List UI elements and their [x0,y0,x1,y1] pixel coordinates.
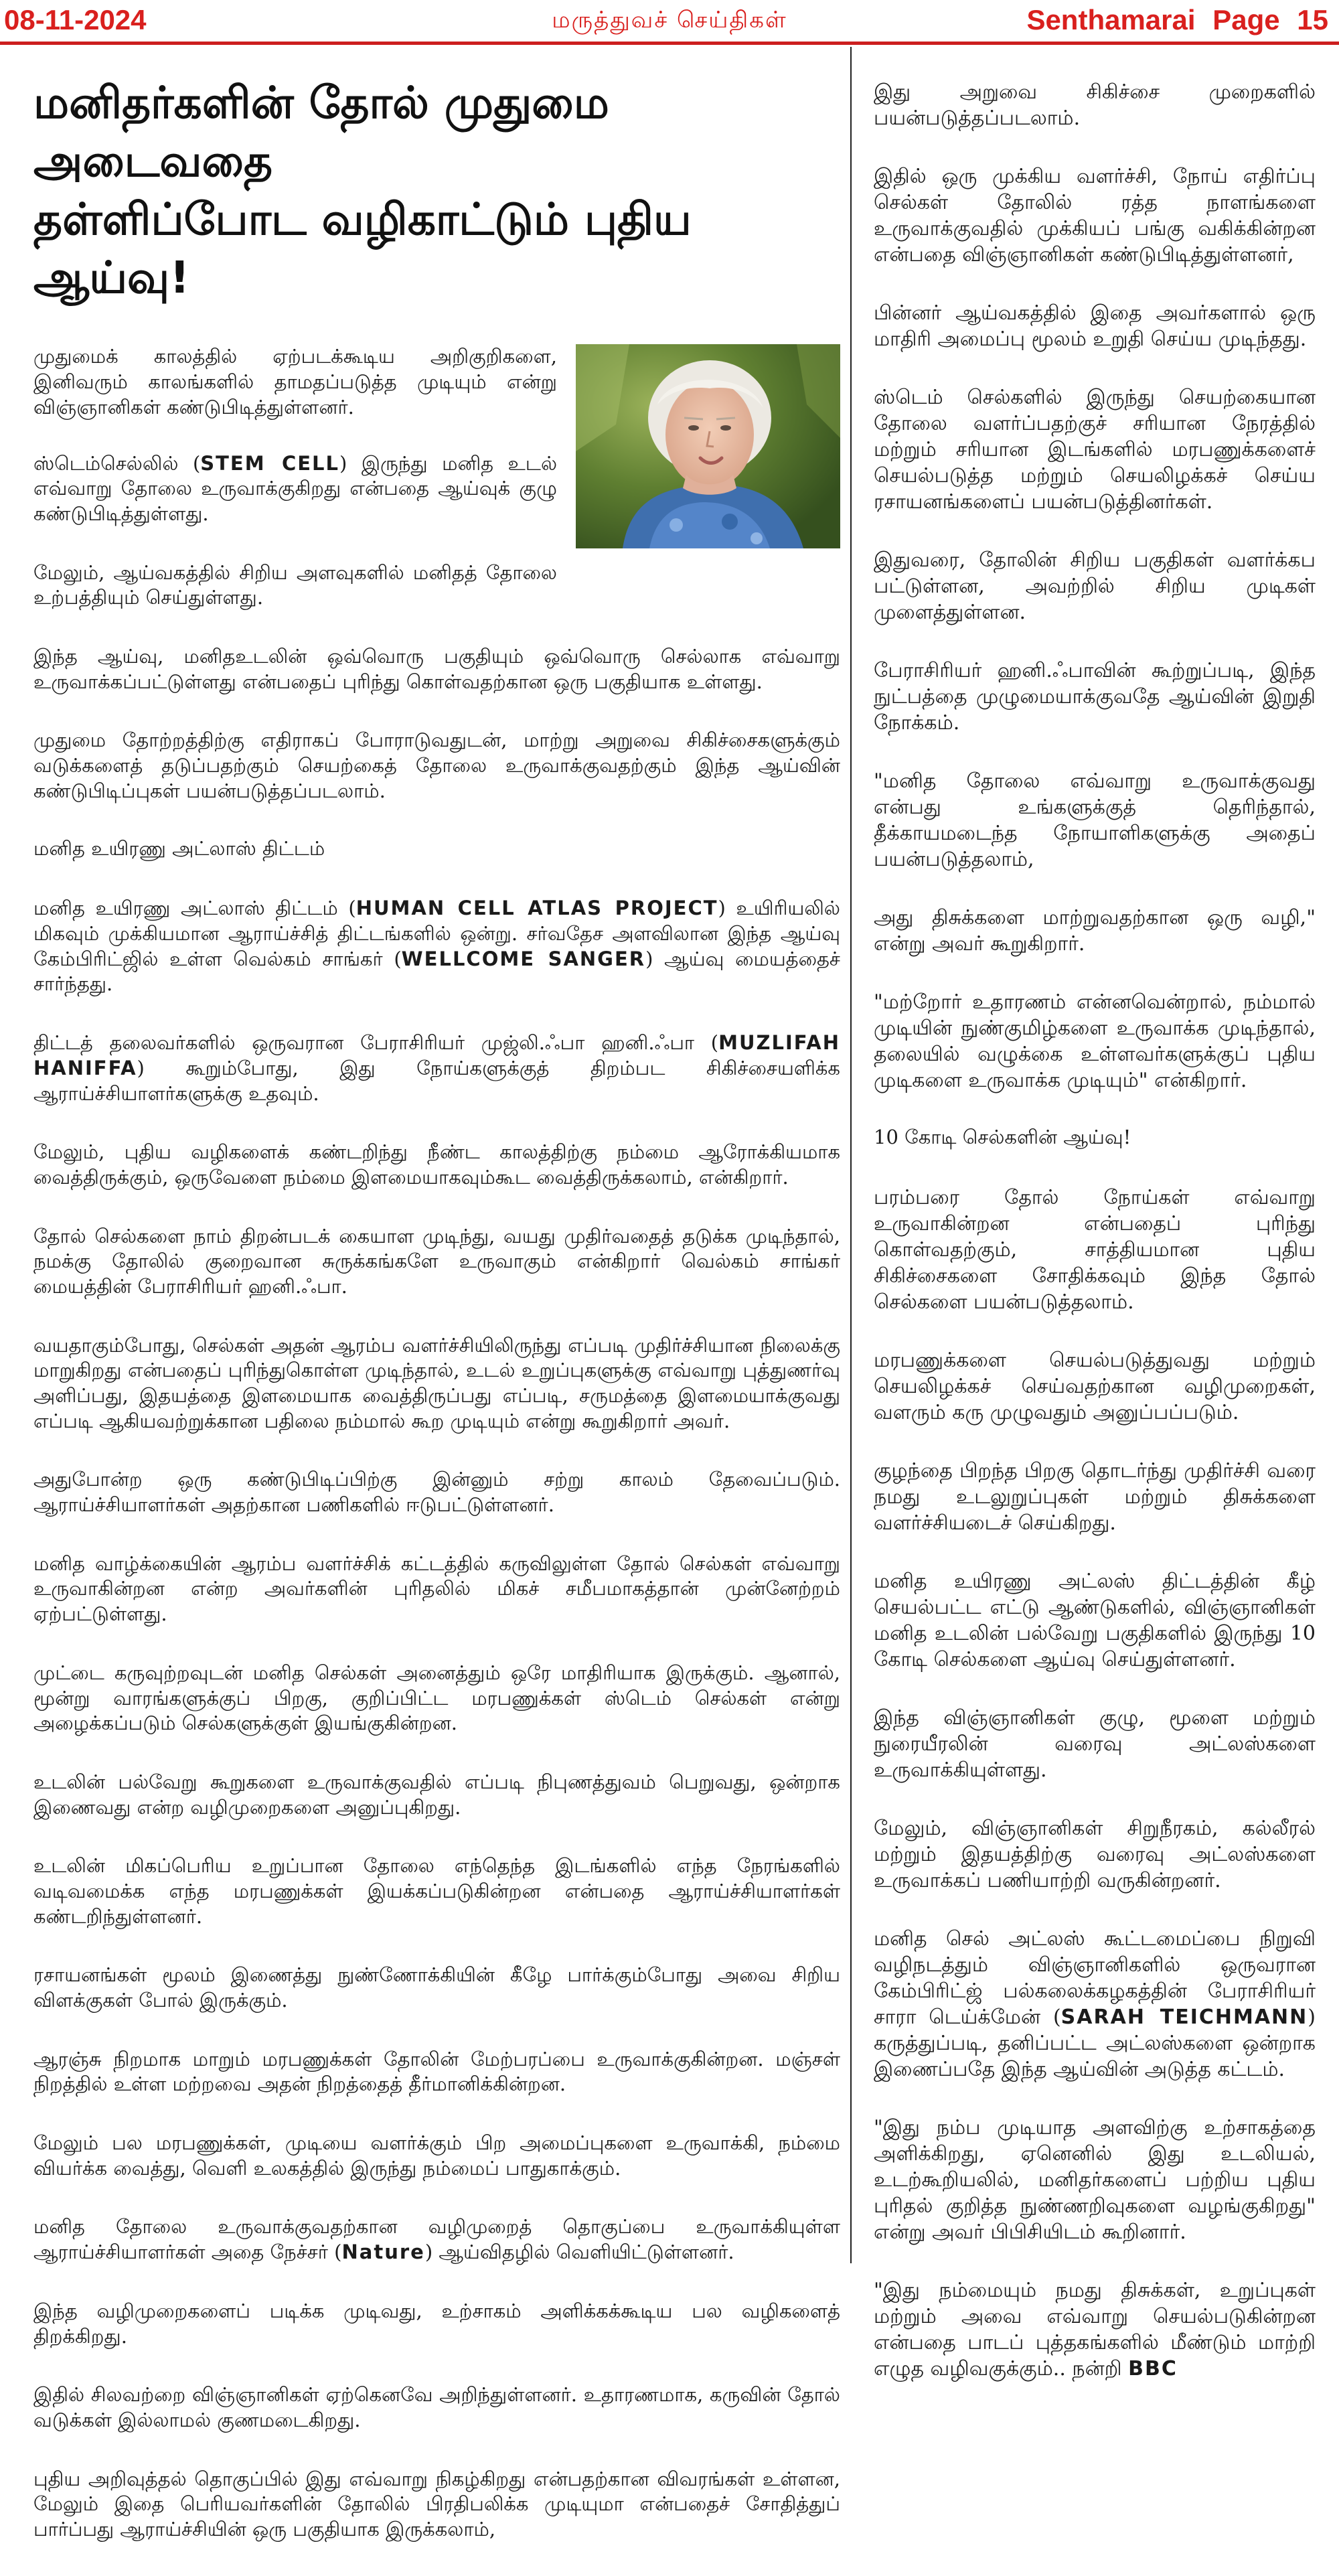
right-paragraph-12: குழந்தை பிறந்த பிறகு தொடர்ந்து முதிர்ச்சி வரை நமது உடலுறுப்புகள் மற்றும் திசுக்களை வளர்ச்சியடைச் செய்கிறது. [874,1459,1316,1535]
right-column [874,79,1316,2414]
subheading-cell-atlas: மனித உயிரணு அட்லாஸ் திட்டம் [33,837,325,860]
right-paragraph-10: பரம்பரை தோல் நோய்கள் எவ்வாறு உருவாகின்றன என்பதைப் புரிந்து கொள்வதற்கும், சாத்தியமான புதிய சிகிச்சைகளை சோதிக்கவும் இந்த தோல் செல்களை பயன்படுத்தலாம். [874,1186,1316,1314]
right-paragraph-14: இந்த விஞ்ஞானிகள் குழு, மூளை மற்றும் நுரையீரலின் வரைவு அட்லஸ்களை உருவாக்கியுள்ளது. [874,1706,1316,1782]
paper-name: Senthamarai [1026,4,1196,35]
headline-line-2: தள்ளிப்போட வழிகாட்டும் புதிய ஆய்வு! [33,194,692,304]
paragraph-6 [33,896,840,997]
paragraph-9: தோல் செல்களை நாம் திறன்படக் கையாள முடிந்து, வயது முதிர்வதைத் தடுக்க முடிந்தால், நமக்கு தோலில் குறைவான சுருக்கங்களே உருவாகும் என்கிறார் வெல்கம் சாங்கர் மையத்தின் பேராசிரியர் ஹனி.ஃபா. [33,1224,840,1298]
right-paragraph-17: "இது நம்ப முடியாத அளவிற்கு உற்சாகத்தை அளிக்கிறது, ஏனெனில் இது உடலியல், உடற்கூறியலில், மனிதர்களைப் பற்றிய புதிய புரிதல் குறித்த நுண்ணறிவுகளை வழங்குகிறது" என்று அவர் பிபிசியிடம் கூறினார். [874,2116,1316,2244]
headline-line-1: மனிதர்களின் தோல் முதுமை அடைவதை [33,77,609,187]
right-paragraph-13: மனித உயிரணு அட்லஸ் திட்டத்தின் கீழ் செயல்பட்ட எட்டு ஆண்டுகளில், விஞ்ஞானிகள் மனித உடலின் பல்வேறு பகுதிகளில் இருந்து 10 கோடி செல்களை ஆய்வு செய்துள்ளனர். [874,1570,1316,1671]
section-name: மருத்துவச் செய்திகள் [552,7,787,33]
left-column [33,74,840,2576]
english-term-nature: Nature [341,2241,425,2264]
right-paragraph-18 [874,2277,1316,2382]
paragraph-20: இந்த வழிமுறைகளைப் படிக்க முடிவது, உற்சாகம் அளிக்கக்கூடிய பல வழிகளைத் திறக்கிறது. [33,2299,840,2348]
paragraph-6-text-b: ) உயிரியலில் மிகவும் முக்கியமான ஆராய்ச்சித் திட்டங்களில் ஒன்று. சர்வதேச அளவிலான இந்த ஆய்வு கேம்பிரிட்ஜில் உள்ள வெல்கம் சாங்கர் ( [33,897,840,970]
paragraph-3: மேலும், ஆய்வகத்தில் சிறிய அளவுகளில் மனிதத் தோலை உற்பத்தியும் செய்துள்ளது. [33,560,557,609]
right-paragraph-3: பின்னர் ஆய்வகத்தில் இதை அவர்களால் ஒரு மாதிரி அமைப்பு மூலம் உறுதி செய்ய முடிந்தது. [874,301,1316,351]
paper-and-page [1026,4,1328,36]
right-paragraph-5: இதுவரை, தோலின் சிறிய பகுதிகள் வளர்க்கப பட்டுள்ளன, அவற்றில் சிறிய முடிகள் முளைத்துள்ளன. [874,548,1316,624]
paragraph-5: முதுமை தோற்றத்திற்கு எதிராகப் போராடுவதுடன், மாற்று அறுவை சிகிச்சைகளுக்கும் வடுக்களைத் தடுப்பதற்கும் செயற்கைத் தோலை உருவாக்குவதற்கும் இந்த ஆய்வின் கண்டுபிடிப்புகள் பயன்படுத்தப்படலாம். [33,729,840,802]
page-number: Page 15 [1212,4,1328,35]
paragraph-6-text-a: மனித உயிரணு அட்லாஸ் திட்டம் ( [33,897,356,920]
right-paragraph-18-text: "இது நம்மையும் நமது திசுக்கள், உறுப்புகள் மற்றும் அவை எவ்வாறு செயல்படுகின்றன என்பதை பாடப் புத்தகங்களில் மீண்டும் மாற்றி எழுத வழிவகுக்கும்.. நன்றி [874,2279,1316,2380]
right-paragraph-9: "மற்றோர் உதாரணம் என்னவென்றால், நம்மால் முடியின் நுண்குமிழ்களை உருவாக்க முடிந்தால், தலையில் வழுக்கை உள்ளவர்களுக்குப் புதிய முடிகளை உருவாக்க முடியும்" என்கிறார். [874,990,1316,1092]
paragraph-22: புதிய அறிவுத்தல் தொகுப்பில் இது எவ்வாறு நிகழ்கிறது என்பதற்கான விவரங்கள் உள்ளன, மேலும் இதை பெரியவர்களின் தோலில் பிரதிபலிக்க முடியுமா என்பதைச் சோதித்துப் பார்ப்பது ஆராய்ச்சியின் ஒரு பகுதியாக இருக்கலாம், [33,2467,840,2541]
right-paragraph-16 [874,1926,1316,2082]
right-paragraph-8: அது திசுக்களை மாற்றுவதற்கான ஒரு வழி," என்று அவர் கூறுகிறார். [874,906,1316,956]
paragraph-7 [33,1031,840,1106]
paragraph-15: உடலின் மிகப்பெரிய உறுப்பான தோலை எந்தெந்த இடங்களில் எந்த நேரங்களில் வடிவமைக்க எந்த மரபணுக்கள் இயக்கப்படுகின்றன என்பதை ஆராய்ச்சியாளர்கள் கண்டறிந்துள்ளனர். [33,1854,840,1928]
paragraph-16: ரசாயனங்கள் மூலம் இணைத்து நுண்ணோக்கியின் கீழே பார்க்கும்போது அவை சிறிய விளக்குகள் போல் இருக்கும். [33,1963,840,2012]
right-paragraph-6: பேராசிரியர் ஹனி.ஃபாவின் கூற்றுப்படி, இந்த நுட்பத்தை முழுமையாக்குவதே ஆய்வின் இறுதி நோக்கம். [874,659,1316,735]
paragraph-21: இதில் சிலவற்றை விஞ்ஞானிகள் ஏற்கெனவே அறிந்துள்ளனர். உதாரணமாக, கருவின் தோல் வடுக்கள் இல்லாமல் குணமடைகிறது. [33,2383,840,2431]
right-paragraph-16-text-b: ) கருத்துப்படி, தனிப்பட்ட அட்லஸ்களை ஒன்றாக இணைப்பதே இந்த ஆய்வின் அடுத்த கட்டம். [874,2005,1316,2081]
article-headline [33,74,840,307]
paragraph-4: இந்த ஆய்வு, மனிதஉடலின் ஒவ்வொரு பகுதியும் ஒவ்வொரு செல்லாக எவ்வாறு உருவாக்கப்பட்டுள்ளது என்பதைப் புரிந்து கொள்வதற்கான ஒரு பகுதியாக உள்ளது. [33,644,840,693]
right-paragraph-16-text-a: மனித செல் அட்லஸ் கூட்டமைப்பை நிறுவி வழிநடத்தும் விஞ்ஞானிகளில் ஒருவரான கேம்பிரிட்ஜ் பல்கலைக்கழகத்தின் பேராசிரியர் சாரா டெய்க்மேன் ( [874,1927,1316,2029]
paragraph-13: முட்டை கருவுற்றவுடன் மனித செல்கள் அனைத்தும் ஒரே மாதிரியாக இருக்கும். ஆனால், மூன்று வாரங்களுக்குப் பிறகு, குறிப்பிட்ட மரபணுக்கள் ஸ்டெம் செல்கள் என்று அழைக்கப்படும் செல்களுக்குள் இயங்குகின்றன. [33,1661,840,1735]
right-paragraph-7: "மனித தோலை எவ்வாறு உருவாக்குவது என்பது உங்களுக்குத் தெரிந்தால், தீக்காயமடைந்த நோயாளிகளுக்கு அதைப் பயன்படுத்தலாம், [874,769,1316,871]
elderly-woman-photo [576,344,840,548]
issue-date: 08-11-2024 [4,4,147,35]
paragraph-1: முதுமைக் காலத்தில் ஏற்படக்கூடிய அறிகுறிகளை, இனிவரும் காலங்களில் தாமதப்படுத்த முடியும் என்று விஞ்ஞானிகள் கண்டுபிடித்துள்ளனர். [33,345,557,419]
paragraph-6-text-c: ) ஆய்வு மையத்தைச் சார்ந்தது. [33,947,840,996]
column-divider [850,47,852,2263]
right-paragraph-2: இதில் ஒரு முக்கிய வளர்ச்சி, நோய் எதிர்ப்பு செல்கள் தோலில் ரத்த நாளங்களை உருவாக்குவதில் முக்கியப் பங்கு வகிக்கின்றன என்பதை விஞ்ஞானிகள் கண்டுபிடித்துள்ளனர், [874,165,1316,267]
paragraph-7-text-b: ) கூறும்போது, இது நோய்களுக்குத் திறம்பட சிகிச்சையளிக்க ஆராய்ச்சியாளர்களுக்கு உதவும். [33,1056,840,1105]
right-paragraph-1: இது அறுவை சிகிச்சை முறைகளில் பயன்படுத்தப்படலாம். [874,80,1316,130]
paragraph-19 [33,2214,840,2265]
paragraph-18: மேலும் பல மரபணுக்கள், முடியை வளர்க்கும் பிற அமைப்புகளை உருவாக்கி, நம்மை வியர்க்க வைத்து, வெளி உலகத்தில் இருந்து நம்மைப் பாதுகாக்கும். [33,2131,840,2180]
paragraph-17: ஆரஞ்சு நிறமாக மாறும் மரபணுக்கள் தோலின் மேற்பரப்பை உருவாக்குகின்றன. மஞ்சள் நிறத்தில் உள்ள மற்றவை அதன் நிறத்தைத் தீர்மானிக்கின்றன. [33,2047,840,2096]
paragraph-10: வயதாகும்போது, செல்கள் அதன் ஆரம்ப வளர்ச்சியிலிருந்து எப்படி முதிர்ச்சியான நிலைக்கு மாறுகிறது என்பதைப் புரிந்துகொள்ள முடிந்தால், உடல் உறுப்புகளுக்கு எவ்வாறு புத்துணர்வு அளிப்பது, இதயத்தை இளமையாக வைத்திருப்பது எப்படி, சருமத்தை இளமையாக்குவது எப்படி ஆகியவற்றுக்கான பதிலை நம்மால் கூற முடியும் என்று கூறுகிறார் அவர். [33,1333,840,1432]
paragraph-19-text-b: ) ஆய்விதழில் வெளியிட்டுள்ளனர். [424,2241,734,2264]
paragraph-8: மேலும், புதிய வழிகளைக் கண்டறிந்து நீண்ட காலத்திற்கு நம்மை ஆரோக்கியமாக வைத்திருக்கும், ஒருவேளை நம்மை இளமையாகவும்கூட வைத்திருக்கலாம், என்கிறார். [33,1140,840,1189]
paragraph-11: அதுபோன்ற ஒரு கண்டுபிடிப்பிற்கு இன்னும் சற்று காலம் தேவைப்படும். ஆராய்ச்சியாளர்கள் அதற்கான பணிகளில் ஈடுபட்டுள்ளனர். [33,1468,840,1517]
english-term-stem-cell: STEM CELL [200,451,340,475]
page-header [0,0,1339,45]
paragraph-12: மனித வாழ்க்கையின் ஆரம்ப வளர்ச்சிக் கட்டத்தில் கருவிலுள்ள தோல் செல்கள் எவ்வாறு உருவாகின்றன என்ற அவர்களின் புரிதலில் மிகச் சமீபமாகத்தான் முன்னேற்றம் ஏற்பட்டுள்ளது. [33,1551,840,1626]
english-term-teichmann: SARAH TEICHMANN [1060,2005,1308,2029]
right-paragraph-15: மேலும், விஞ்ஞானிகள் சிறுநீரகம், கல்லீரல் மற்றும் இதயத்திற்கு வரைவு அட்லஸ்களை உருவாக்கப் பணியாற்றி வருகின்றனர். [874,1817,1316,1892]
portrait-icon [576,344,840,548]
right-paragraph-4: ஸ்டெம் செல்களில் இருந்து செயற்கையான தோலை வளர்ப்பதற்குச் சரியான நேரத்தில் மற்றும் சரியான இடங்களில் மரபணுக்களைச் செயல்படுத்த மற்றும் செயலிழக்கச் செய்ய ரசாயனங்களைப் பயன்படுத்தினர்கள். [874,386,1316,514]
english-term-haniffa: MUZLIFAH HANIFFA [33,1031,840,1079]
right-paragraph-11: மரபணுக்களை செயல்படுத்துவது மற்றும் செயலிழக்கச் செய்வதற்கான வழிமுறைகள், வளரும் கரு முழுவதும் அனுப்பப்படும். [874,1349,1316,1424]
paragraph-7-text-a: திட்டத் தலைவர்களில் ஒருவரான பேராசிரியர் முஜ்லி.ஃபா ஹனி.ஃபா ( [33,1031,719,1055]
paragraph-19-text-a: மனித தோலை உருவாக்குவதற்கான வழிமுறைத் தொகுப்பை உருவாக்கியுள்ள ஆராய்ச்சியாளர்கள் அதை நேச்சர் ( [33,2215,840,2264]
paragraph-14: உடலின் பல்வேறு கூறுகளை உருவாக்குவதில் எப்படி நிபுணத்துவம் பெறுவது, ஒன்றாக இணைவது என்ற வழிமுறைகளை அனுப்புகிறது. [33,1770,840,1819]
english-term-wellcome-sanger: WELLCOME SANGER [401,947,646,970]
paragraph-2-text-a: ஸ்டெம்செல்லில் ( [33,451,201,475]
english-term-human-cell-atlas: HUMAN CELL ATLAS PROJECT [356,897,718,920]
subheading-100-million-cells: 10 கோடி செல்களின் ஆய்வு! [874,1126,1131,1148]
paragraph-2-text-b: ) இருந்து மனித உடல் எவ்வாறு தோலை உருவாக்குகிறது என்பதை ஆய்வுக் குழு கண்டுபிடித்துள்ளது. [33,451,558,525]
english-term-bbc: BBC [1128,2357,1178,2380]
